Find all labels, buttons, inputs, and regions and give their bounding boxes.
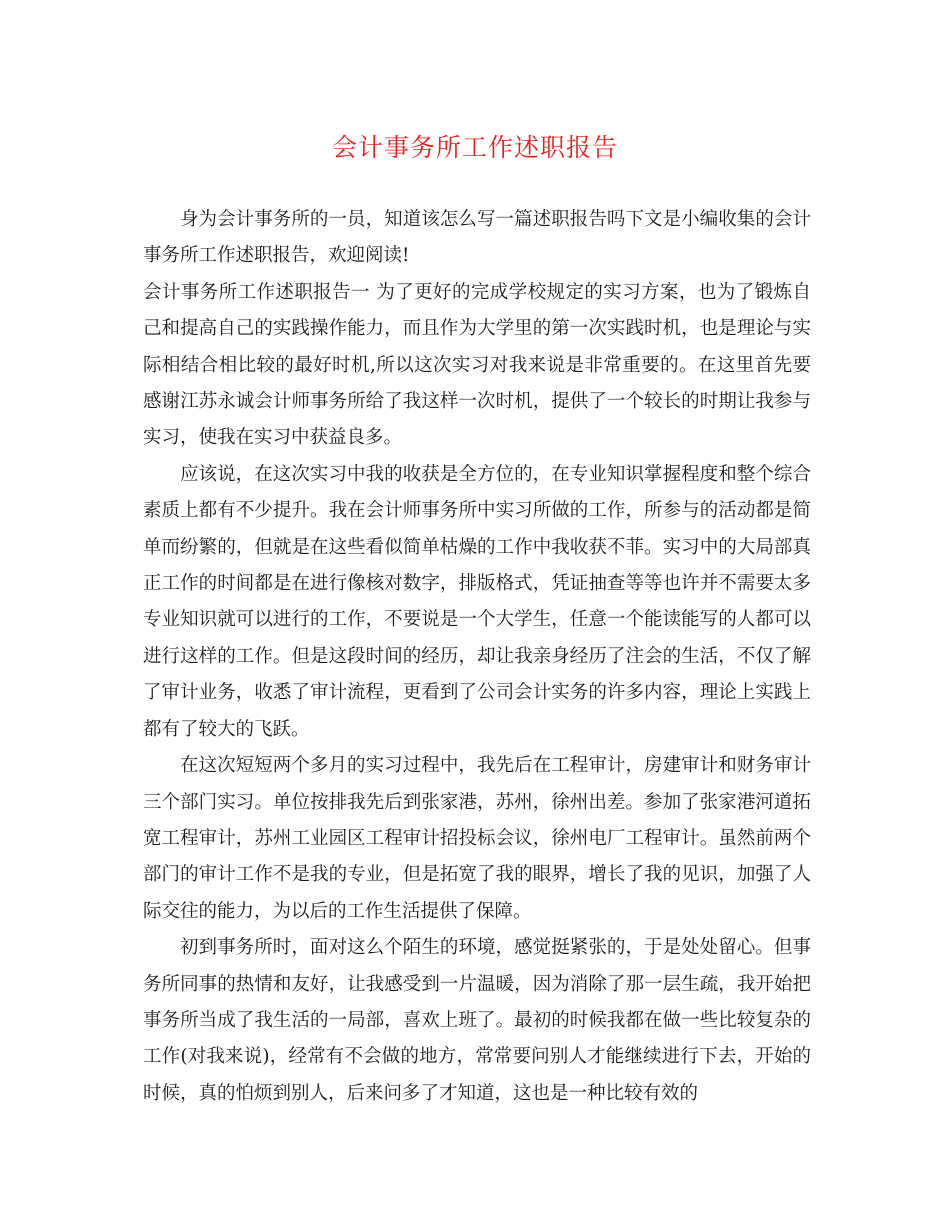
document-body xyxy=(143,202,811,1112)
paragraph: 初到事务所时，面对这么个陌生的环境，感觉挺紧张的，于是处处留心。但事务所同事的热情和友好，让我感受到一片温暖，因为消除了那一层生疏，我开始把事务所当成了我生活的一局部，喜欢上班了。最初的时候我都在做一些比较复杂的工作(对我来说)，经常有不会做的地方，常常要问别人才能继续进行下去，开始的时候，真的怕烦到别人，后来问多了才知道，这也是一种比较有效的 xyxy=(143,937,811,1104)
intro-paragraph: 身为会计事务所的一员，知道该怎么写一篇述职报告吗下文是小编收集的会计事务所工作述职报告，欢迎阅读! xyxy=(143,209,811,267)
paragraph: 在这次短短两个多月的实习过程中，我先后在工程审计，房建审计和财务审计三个部门实习。单位按排我先后到张家港，苏州，徐州出差。参加了张家港河道拓宽工程审计，苏州工业园区工程审计招投标会议，徐州电厂工程审计。虽然前两个部门的审计工作不是我的专业，但是拓宽了我的眼界，增长了我的见识，加强了人际交往的能力，为以后的工作生活提供了保障。 xyxy=(143,755,811,922)
document-title: 会计事务所工作述职报告 xyxy=(331,133,618,162)
section-first-paragraph xyxy=(143,275,811,457)
section-first-paragraph-text: 为了更好的完成学校规定的实习方案，也为了锻炼自己和提高自己的实践操作能力，而且作为大学里的第一次实践时机，也是理论与实际相结合相比较的最好时机,所以这次实习对我来说是非常重要的。在这里首先要感谢江苏永诚会计师事务所给了我这样一次时机，提供了一个较长的时期让我参与实习，使我在实习中获益良多。 xyxy=(143,281,811,449)
paragraph: 应该说，在这次实习中我的收获是全方位的，在专业知识掌握程度和整个综合素质上都有不少提升。我在会计师事务所中实习所做的工作，所参与的活动都是简单而纷繁的，但就是在这些看似简单枯燥的工作中我收获不菲。实习中的大局部真正工作的时间都是在进行像核对数字，排版格式，凭证抽查等等也许并不需要太多专业知识就可以进行的工作，不要说是一个大学生，任意一个能读能写的人都可以进行这样的工作。但是这段时间的经历，却让我亲身经历了注会的生活，不仅了解了审计业务，收悉了审计流程，更看到了公司会计实务的许多内容，理论上实践上都有了较大的飞跃。 xyxy=(143,463,811,740)
section-heading: 会计事务所工作述职报告一 xyxy=(143,281,370,303)
